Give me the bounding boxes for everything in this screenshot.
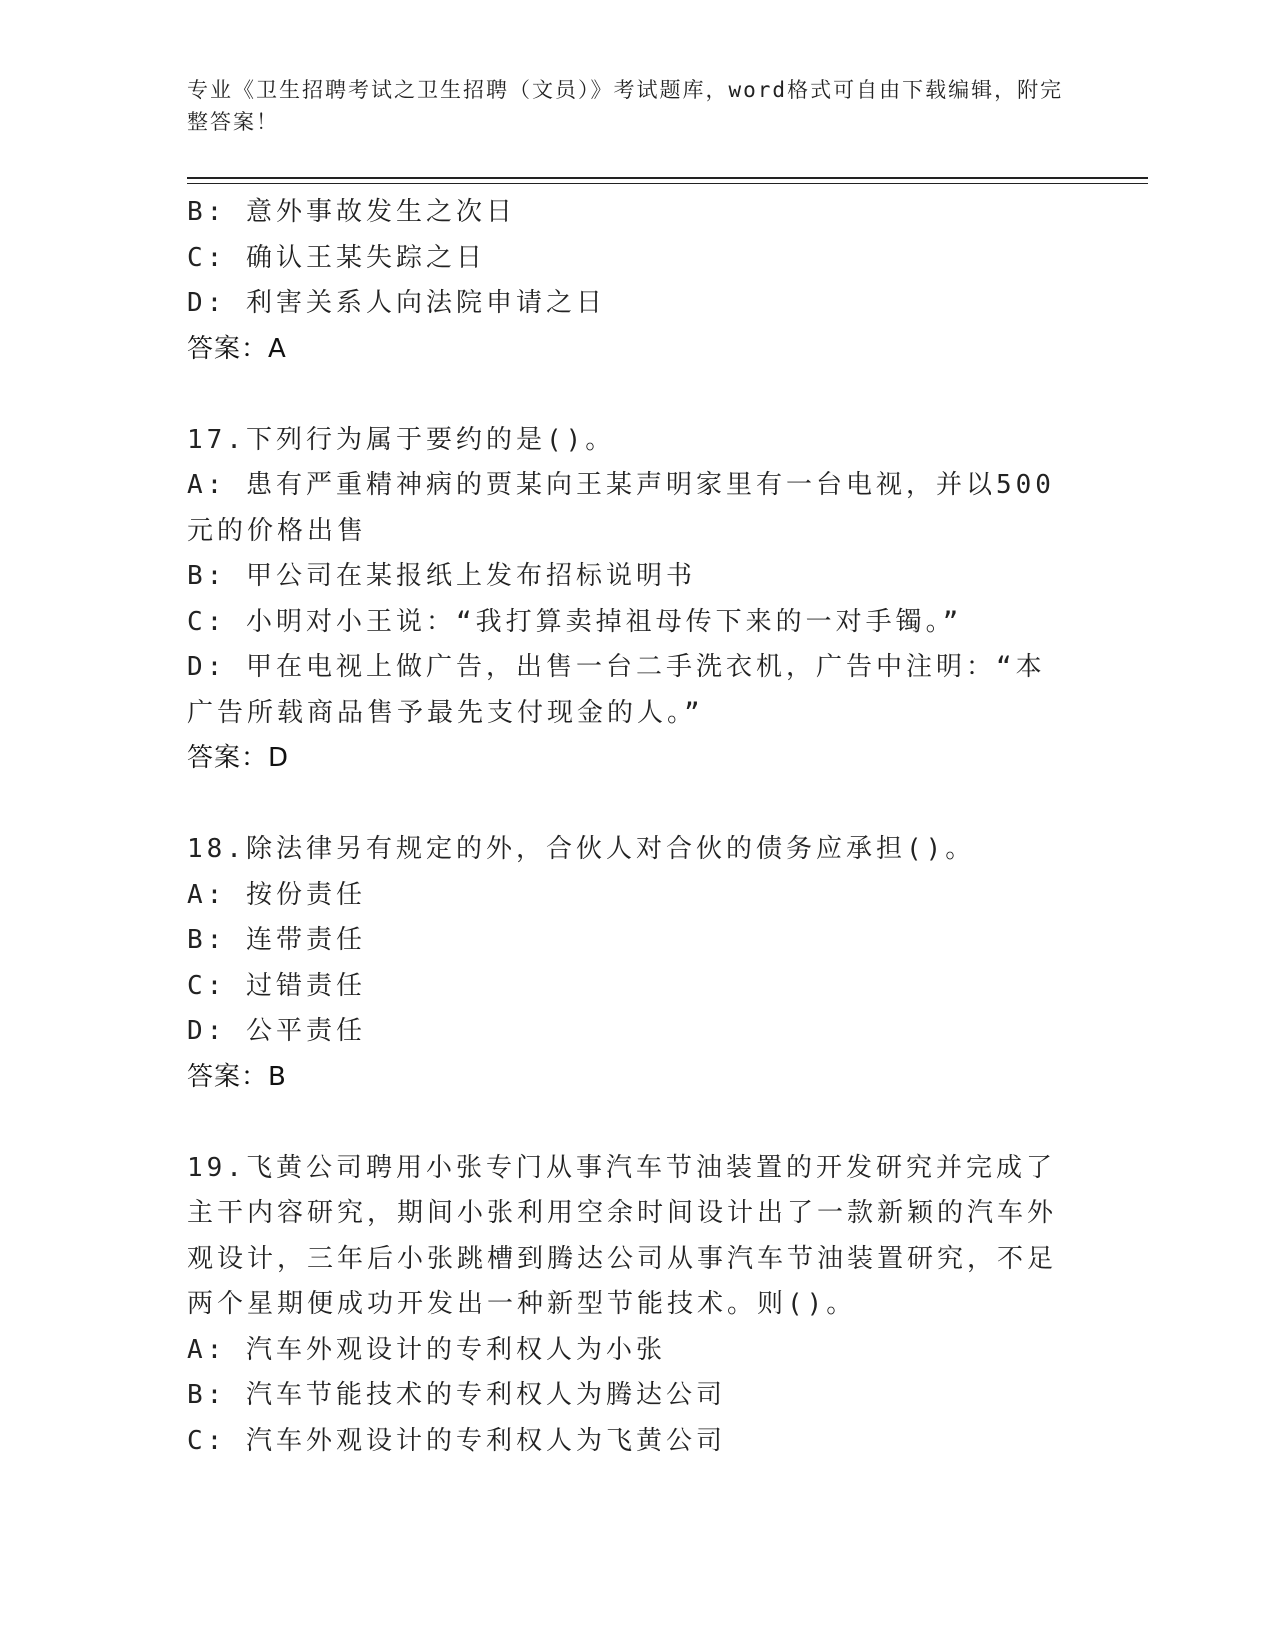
option-c: C: 汽车外观设计的专利权人为飞黄公司 (187, 1425, 726, 1456)
answer-line: 答案：D (187, 743, 290, 773)
header-rule-thin (187, 183, 1148, 184)
option-b: B: 连带责任 (187, 925, 366, 955)
document-header: 专业《卫生招聘考试之卫生招聘（文员）》考试题库，word格式可自由下载编辑，附完整答案！ (187, 78, 1064, 134)
answer-line: 答案：B (187, 1061, 287, 1092)
question-stem: 18.除法律另有规定的外，合伙人对合伙的债务应承担()。 (187, 834, 976, 864)
option-b: B: 意外事故发生之次日 (187, 197, 516, 227)
option-b: B: 甲公司在某报纸上发布招标说明书 (187, 561, 696, 591)
option-c: C: 确认王某失踪之日 (187, 242, 486, 273)
option-d: D: 公平责任 (187, 1016, 366, 1046)
header-rule-thick (187, 177, 1148, 179)
option-d: D: 甲在电视上做广告，出售一台二手洗衣机，广告中注明：“本广告所载商品售予最先支付现金的人。” (187, 652, 1046, 728)
question-stem: 17.下列行为属于要约的是()。 (187, 424, 616, 455)
answer-line: 答案：A (187, 333, 287, 364)
option-c: C: 小明对小王说：“我打算卖掉祖母传下来的一对手镯。” (187, 606, 963, 637)
option-b: B: 汽车节能技术的专利权人为腾达公司 (187, 1380, 726, 1410)
option-a: A: 按份责任 (187, 879, 366, 910)
option-c: C: 过错责任 (187, 970, 366, 1001)
option-a: A: 患有严重精神病的贾某向王某声明家里有一台电视，并以500元的价格出售 (187, 470, 1055, 546)
option-d: D: 利害关系人向法院申请之日 (187, 288, 606, 318)
option-a: A: 汽车外观设计的专利权人为小张 (187, 1334, 666, 1365)
question-stem: 19.飞黄公司聘用小张专门从事汽车节油装置的开发研究并完成了主干内容研究，期间小张利用空余时间设计出了一款新颖的汽车外观设计，三年后小张跳槽到腾达公司从事汽车节油装置研究，不足两个星期便成功开发出一种新型节能技术。则()。 (187, 1152, 1058, 1319)
question-content (187, 190, 1067, 1464)
